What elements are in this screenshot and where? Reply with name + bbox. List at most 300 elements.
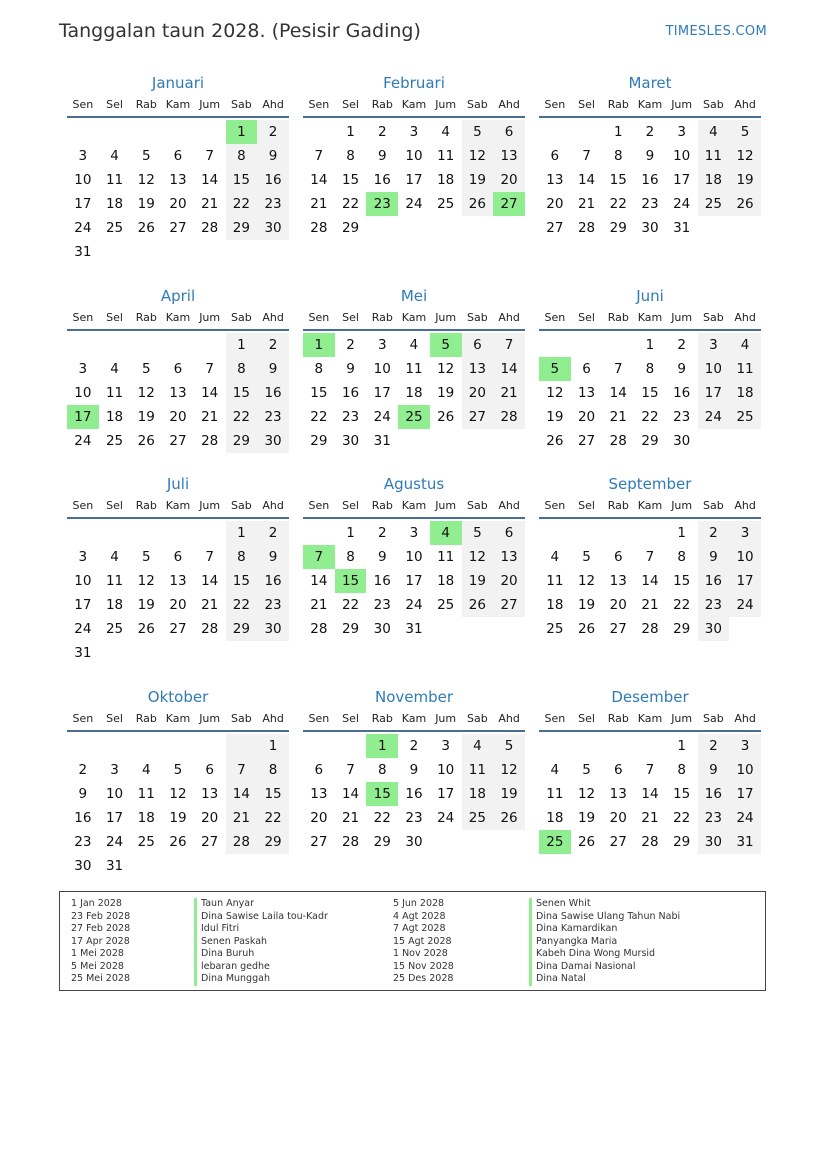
day-cell: 22	[673, 597, 691, 613]
legend-dates-col-2	[393, 898, 454, 986]
day-cell: 17	[405, 573, 423, 589]
weekday-label: Ahd	[734, 499, 756, 512]
holiday-day-cell: 15	[335, 569, 367, 593]
day-cell: 22	[226, 405, 258, 429]
day-cell: 2	[677, 337, 686, 353]
day-cell: 2	[409, 738, 419, 754]
day-cell: 18	[437, 172, 455, 188]
weekday-label: Sab	[703, 311, 724, 324]
day-cell: 8	[226, 357, 258, 381]
day-cell: 27	[201, 834, 219, 850]
day-cell: 19	[137, 597, 155, 613]
weekday-label: Sen	[544, 712, 566, 725]
weekday-label: Jum	[671, 98, 693, 111]
day-cell: 25	[105, 220, 124, 236]
day-cell: 8	[677, 762, 686, 778]
weekday-label: Ahd	[262, 499, 284, 512]
day-cell: 8	[226, 545, 258, 569]
day-cell: 16	[257, 381, 289, 405]
day-cell: 2	[377, 124, 387, 140]
month-april	[67, 285, 289, 453]
weekday-label: Sen	[308, 311, 330, 324]
day-cell: 15	[609, 172, 627, 188]
day-cell: 19	[137, 409, 155, 425]
day-cell: 6	[173, 361, 183, 377]
day-cell: 23	[698, 806, 730, 830]
empty-cell	[67, 333, 99, 357]
weekday-label: Kam	[401, 499, 427, 512]
legend-holiday-name: Dina Sawise Laila tou-Kadr	[194, 911, 328, 924]
day-grid	[303, 734, 525, 854]
day-cell: 10	[729, 758, 761, 782]
day-cell: 27	[609, 621, 627, 637]
day-cell: 29	[257, 830, 289, 854]
weekday-label: Sel	[342, 499, 359, 512]
day-grid	[67, 734, 289, 878]
day-cell: 29	[310, 433, 328, 449]
day-cell: 14	[341, 786, 360, 802]
weekday-label: Ahd	[498, 311, 520, 324]
day-cell: 29	[226, 429, 258, 453]
day-cell: 18	[105, 597, 124, 613]
empty-cell	[571, 333, 603, 357]
day-cell: 9	[346, 361, 355, 377]
day-cell: 11	[546, 573, 564, 589]
weekday-label: Kam	[637, 499, 663, 512]
day-cell: 7	[493, 333, 525, 357]
day-cell: 13	[609, 786, 627, 802]
day-grid	[539, 734, 761, 854]
day-cell: 12	[729, 144, 761, 168]
weekday-label: Rab	[135, 499, 157, 512]
day-cell: 28	[493, 405, 525, 429]
day-cell: 18	[462, 782, 494, 806]
weekday-label: Jum	[671, 499, 693, 512]
weekday-label: Sab	[703, 499, 724, 512]
month-februari	[303, 72, 525, 240]
day-cell: 30	[257, 429, 289, 453]
day-cell: 5	[462, 521, 494, 545]
day-cell: 10	[405, 148, 423, 164]
holiday-day-cell: 15	[366, 782, 398, 806]
day-cell: 15	[641, 385, 659, 401]
weekday-label: Kam	[401, 98, 427, 111]
day-cell: 12	[137, 385, 155, 401]
day-cell: 13	[169, 172, 187, 188]
day-cell: 20	[169, 196, 187, 212]
empty-cell	[99, 333, 131, 357]
month-name: April	[160, 287, 196, 305]
empty-cell	[67, 734, 99, 758]
day-cell: 22	[341, 196, 360, 212]
day-cell: 3	[78, 361, 88, 377]
weekday-label: Jum	[199, 712, 221, 725]
day-cell: 30	[341, 433, 360, 449]
day-cell: 29	[341, 621, 360, 637]
day-cell: 8	[645, 361, 655, 377]
day-cell: 12	[493, 758, 525, 782]
day-cell: 24	[437, 810, 455, 826]
day-cell: 8	[377, 762, 387, 778]
day-cell: 9	[377, 148, 387, 164]
empty-cell	[571, 521, 603, 545]
day-cell: 9	[257, 545, 289, 569]
day-cell: 22	[641, 409, 659, 425]
day-cell: 24	[74, 621, 92, 637]
day-cell: 13	[493, 545, 525, 569]
day-cell: 21	[226, 806, 258, 830]
day-cell: 23	[257, 593, 289, 617]
weekday-label: Jum	[199, 499, 221, 512]
day-cell: 28	[201, 220, 219, 236]
day-grid	[539, 120, 761, 240]
day-cell: 24	[405, 597, 423, 613]
legend-date: 27 Feb 2028	[71, 923, 131, 934]
day-cell: 6	[205, 762, 214, 778]
day-cell: 7	[645, 549, 655, 565]
day-cell: 3	[729, 734, 761, 758]
day-cell: 19	[577, 810, 596, 826]
day-cell: 11	[105, 573, 124, 589]
empty-cell	[571, 734, 603, 758]
day-cell: 16	[698, 569, 730, 593]
empty-cell	[162, 734, 194, 758]
day-cell: 8	[226, 144, 258, 168]
day-cell: 6	[493, 120, 525, 144]
day-cell: 12	[137, 573, 155, 589]
month-name: November	[374, 688, 454, 706]
day-cell: 9	[698, 758, 730, 782]
day-cell: 7	[613, 361, 623, 377]
weekday-label: Jum	[435, 311, 457, 324]
day-cell: 4	[462, 734, 494, 758]
day-cell: 13	[310, 786, 328, 802]
month-name: September	[608, 475, 692, 493]
legend-date: 4 Agt 2028	[393, 910, 446, 922]
empty-cell	[226, 734, 258, 758]
weekday-header	[67, 495, 289, 519]
holiday-day-cell: 25	[398, 405, 430, 429]
day-cell: 17	[698, 381, 730, 405]
empty-cell	[571, 120, 603, 144]
day-cell: 27	[493, 593, 525, 617]
month-name: Maret	[628, 74, 672, 92]
day-grid	[539, 521, 761, 641]
day-cell: 26	[729, 192, 761, 216]
weekday-label: Sen	[544, 499, 566, 512]
weekday-label: Jum	[435, 712, 457, 725]
month-name: Agustus	[383, 475, 445, 493]
empty-cell	[130, 521, 162, 545]
day-cell: 5	[582, 549, 591, 565]
day-cell: 8	[677, 549, 686, 565]
day-grid	[303, 120, 525, 240]
day-cell: 18	[105, 196, 124, 212]
day-cell: 19	[437, 385, 455, 401]
day-cell: 28	[341, 834, 360, 850]
weekday-label: Jum	[199, 98, 221, 111]
empty-cell	[194, 120, 226, 144]
day-cell: 16	[257, 569, 289, 593]
day-cell: 26	[577, 834, 596, 850]
day-cell: 29	[226, 617, 258, 641]
weekday-label: Sen	[544, 311, 566, 324]
legend-date: 7 Agt 2028	[393, 923, 446, 934]
day-cell: 17	[673, 172, 691, 188]
day-cell: 11	[698, 144, 730, 168]
day-cell: 10	[405, 549, 423, 565]
day-cell: 18	[729, 381, 761, 405]
day-cell: 13	[493, 144, 525, 168]
day-cell: 8	[613, 148, 623, 164]
month-name: Mei	[400, 287, 428, 305]
holiday-day-cell: 1	[226, 120, 258, 144]
weekday-label: Rab	[371, 499, 393, 512]
day-cell: 27	[169, 621, 187, 637]
day-cell: 4	[110, 148, 119, 164]
day-cell: 13	[201, 786, 219, 802]
empty-cell	[303, 521, 335, 545]
legend-date: 23 Feb 2028	[71, 910, 131, 922]
day-cell: 12	[577, 786, 596, 802]
weekday-label: Sel	[106, 499, 123, 512]
day-cell: 20	[546, 196, 564, 212]
brand-link[interactable]: TIMESLES.COM	[665, 24, 767, 39]
day-cell: 29	[609, 220, 627, 236]
day-cell: 5	[582, 762, 591, 778]
month-november	[303, 686, 525, 854]
day-cell: 17	[74, 597, 92, 613]
day-cell: 24	[673, 196, 691, 212]
day-cell: 6	[173, 549, 183, 565]
day-cell: 9	[698, 545, 730, 569]
day-cell: 7	[205, 148, 214, 164]
day-cell: 23	[341, 409, 360, 425]
day-cell: 6	[550, 148, 560, 164]
day-cell: 14	[201, 573, 219, 589]
day-cell: 2	[257, 521, 289, 545]
day-cell: 7	[645, 762, 655, 778]
day-cell: 21	[201, 597, 219, 613]
weekday-label: Sen	[544, 98, 566, 111]
weekday-label: Jum	[199, 311, 221, 324]
weekday-header	[539, 708, 761, 732]
empty-cell	[162, 120, 194, 144]
weekday-label: Kam	[401, 311, 427, 324]
day-cell: 1	[677, 738, 686, 754]
day-cell: 21	[310, 597, 328, 613]
day-cell: 23	[373, 597, 391, 613]
day-cell: 4	[110, 361, 119, 377]
empty-cell	[130, 333, 162, 357]
day-cell: 5	[493, 734, 525, 758]
day-cell: 22	[257, 806, 289, 830]
day-cell: 9	[677, 361, 686, 377]
empty-cell	[194, 521, 226, 545]
day-cell: 6	[493, 521, 525, 545]
day-cell: 9	[409, 762, 419, 778]
legend-date: 1 Jan 2028	[71, 898, 122, 909]
day-cell: 29	[673, 834, 691, 850]
day-cell: 7	[205, 361, 214, 377]
legend-date: 5 Mei 2028	[71, 960, 124, 972]
day-cell: 4	[110, 549, 119, 565]
day-cell: 7	[314, 148, 324, 164]
day-cell: 13	[546, 172, 564, 188]
day-cell: 6	[314, 762, 324, 778]
day-cell: 14	[310, 573, 328, 589]
weekday-header	[539, 94, 761, 118]
day-cell: 12	[169, 786, 187, 802]
day-cell: 20	[462, 381, 494, 405]
weekday-label: Sen	[72, 712, 94, 725]
day-cell: 26	[137, 621, 155, 637]
day-cell: 1	[645, 337, 655, 353]
day-cell: 26	[437, 409, 455, 425]
day-cell: 26	[137, 433, 155, 449]
day-cell: 29	[641, 433, 659, 449]
day-cell: 1	[257, 734, 289, 758]
empty-cell	[602, 333, 634, 357]
weekday-header	[67, 94, 289, 118]
weekday-label: Sen	[308, 712, 330, 725]
weekday-label: Sab	[231, 98, 252, 111]
day-cell: 19	[577, 597, 596, 613]
month-desember	[539, 686, 761, 854]
month-agustus	[303, 473, 525, 641]
day-cell: 16	[341, 385, 360, 401]
month-name: Juli	[166, 475, 190, 493]
day-grid	[539, 333, 761, 453]
day-cell: 10	[74, 172, 92, 188]
weekday-label: Ahd	[498, 712, 520, 725]
day-cell: 20	[609, 597, 627, 613]
weekday-label: Ahd	[734, 98, 756, 111]
day-cell: 5	[141, 148, 151, 164]
weekday-label: Sel	[578, 712, 595, 725]
day-cell: 26	[493, 806, 525, 830]
day-cell: 3	[677, 124, 686, 140]
day-cell: 2	[257, 333, 289, 357]
holiday-legend	[59, 891, 766, 991]
day-cell: 26	[169, 834, 187, 850]
day-cell: 24	[698, 405, 730, 429]
month-juni	[539, 285, 761, 453]
day-cell: 19	[729, 168, 761, 192]
weekday-label: Rab	[371, 311, 393, 324]
weekday-label: Rab	[135, 98, 157, 111]
weekday-label: Ahd	[262, 712, 284, 725]
legend-holiday-name: Dina Sawise Ulang Tahun Nabi	[529, 911, 680, 924]
day-cell: 20	[609, 810, 627, 826]
month-name: Februari	[383, 74, 445, 92]
empty-cell	[99, 120, 131, 144]
legend-date: 1 Nov 2028	[393, 948, 448, 959]
weekday-label: Rab	[135, 712, 157, 725]
legend-holiday-name: Dina Kamardikan	[529, 923, 680, 936]
day-grid	[67, 521, 289, 665]
day-cell: 28	[310, 621, 328, 637]
day-cell: 25	[105, 433, 124, 449]
day-cell: 30	[698, 830, 730, 854]
day-cell: 8	[346, 549, 355, 565]
empty-cell	[539, 120, 571, 144]
weekday-label: Kam	[165, 499, 191, 512]
weekday-label: Jum	[435, 499, 457, 512]
day-cell: 21	[341, 810, 360, 826]
day-cell: 20	[577, 409, 596, 425]
day-cell: 21	[201, 409, 219, 425]
month-juli	[67, 473, 289, 665]
empty-cell	[194, 333, 226, 357]
empty-cell	[130, 120, 162, 144]
day-cell: 9	[257, 144, 289, 168]
legend-date: 15 Nov 2028	[393, 960, 454, 972]
day-cell: 23	[257, 192, 289, 216]
day-cell: 11	[137, 786, 155, 802]
day-cell: 30	[257, 216, 289, 240]
empty-cell	[99, 521, 131, 545]
day-cell: 18	[437, 573, 455, 589]
weekday-label: Rab	[371, 98, 393, 111]
month-oktober	[67, 686, 289, 878]
day-cell: 2	[645, 124, 655, 140]
day-cell: 3	[698, 333, 730, 357]
day-cell: 27	[310, 834, 328, 850]
day-cell: 2	[377, 525, 387, 541]
day-cell: 17	[105, 810, 124, 826]
day-cell: 12	[546, 385, 564, 401]
empty-cell	[99, 734, 131, 758]
day-cell: 3	[729, 521, 761, 545]
weekday-label: Sel	[106, 712, 123, 725]
day-cell: 5	[141, 549, 151, 565]
holiday-day-cell: 4	[430, 521, 462, 545]
day-cell: 30	[74, 858, 92, 874]
day-cell: 30	[673, 433, 691, 449]
weekday-label: Ahd	[262, 311, 284, 324]
day-cell: 10	[105, 786, 124, 802]
weekday-header	[539, 307, 761, 331]
day-cell: 25	[462, 806, 494, 830]
day-cell: 24	[74, 220, 92, 236]
day-cell: 23	[673, 409, 691, 425]
day-cell: 15	[673, 573, 691, 589]
day-cell: 16	[74, 810, 92, 826]
day-cell: 25	[729, 405, 761, 429]
day-cell: 20	[310, 810, 328, 826]
day-cell: 3	[78, 549, 88, 565]
weekday-label: Ahd	[498, 499, 520, 512]
month-name: Desember	[611, 688, 689, 706]
day-cell: 10	[437, 762, 455, 778]
empty-cell	[602, 521, 634, 545]
day-cell: 16	[698, 782, 730, 806]
day-cell: 13	[462, 357, 494, 381]
day-cell: 12	[462, 545, 494, 569]
day-cell: 2	[698, 734, 730, 758]
day-cell: 26	[577, 621, 596, 637]
weekday-label: Ahd	[498, 98, 520, 111]
day-cell: 14	[310, 172, 328, 188]
weekday-label: Kam	[165, 311, 191, 324]
weekday-header	[67, 708, 289, 732]
weekday-header	[303, 708, 525, 732]
legend-date: 5 Jun 2028	[393, 898, 445, 909]
day-cell: 10	[373, 361, 391, 377]
day-cell: 22	[373, 810, 391, 826]
weekday-label: Sab	[467, 712, 488, 725]
